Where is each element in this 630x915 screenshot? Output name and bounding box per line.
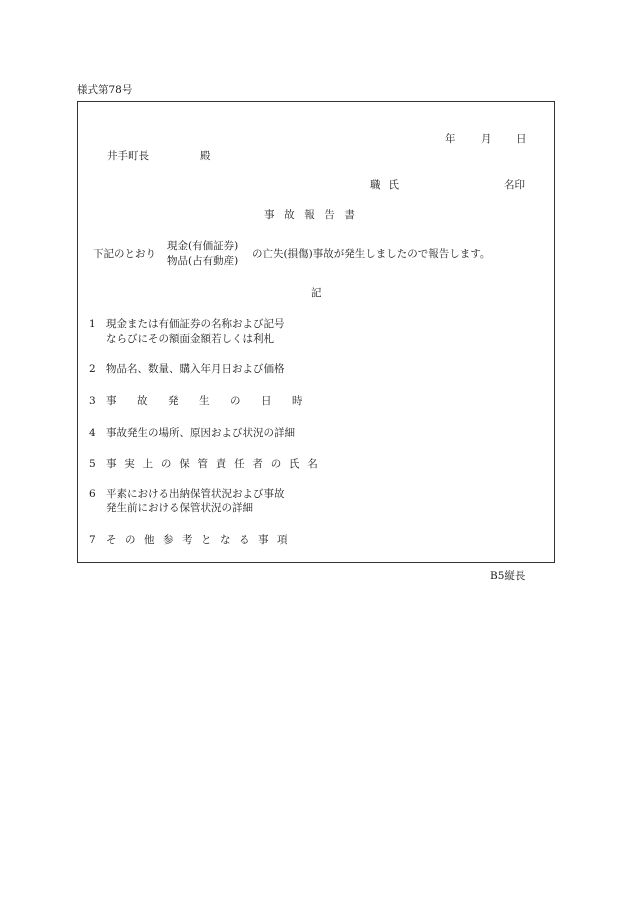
paper-size-note: B5縦長 <box>490 570 526 582</box>
intro-option-cash: 現金(有価証券) <box>167 240 239 252</box>
addressee-honorific: 殿 <box>200 150 211 162</box>
intro-suffix: の亡失(損傷)事故が発生しましたので報告します。 <box>252 248 491 260</box>
item-text: その他参考となる事項 <box>106 534 296 546</box>
document-title: 事故報告書 <box>264 209 365 221</box>
item-text: 事故発生の場所、原因および状況の詳細 <box>106 427 295 439</box>
item-number: 6 <box>89 488 96 500</box>
form-number: 様式第78号 <box>77 84 133 96</box>
item-text: 物品名、数量、購入年月日および価格 <box>106 363 285 375</box>
item-number: 4 <box>89 427 96 439</box>
addressee-title: 井手町長 <box>107 150 149 162</box>
item-text: 平素における出納保管状況および事故 <box>106 488 285 500</box>
intro-prefix: 下記のとおり <box>93 248 156 260</box>
date-day-label: 日 <box>516 133 527 145</box>
intro-option-goods: 物品(占有動産) <box>167 255 239 267</box>
item-text: 発生前における保管状況の詳細 <box>106 502 253 514</box>
item-number: 3 <box>89 395 96 407</box>
date-month-label: 月 <box>481 133 492 145</box>
item-text: 現金または有価証券の名称および記号 <box>106 318 285 330</box>
memo-heading: 記 <box>311 287 322 299</box>
item-text: ならびにその額面金額若しくは利札 <box>106 333 274 345</box>
date-year-label: 年 <box>445 133 456 145</box>
item-number: 5 <box>89 458 96 470</box>
item-number: 7 <box>89 534 96 546</box>
item-text: 事故発生の日時 <box>106 395 323 407</box>
signer-role-name-label: 職氏 <box>370 179 407 191</box>
item-number: 2 <box>89 363 96 375</box>
item-number: 1 <box>89 318 96 330</box>
signer-seal-label: 名印 <box>504 179 525 191</box>
item-text: 事実上の保管責任者の氏名 <box>106 458 326 470</box>
